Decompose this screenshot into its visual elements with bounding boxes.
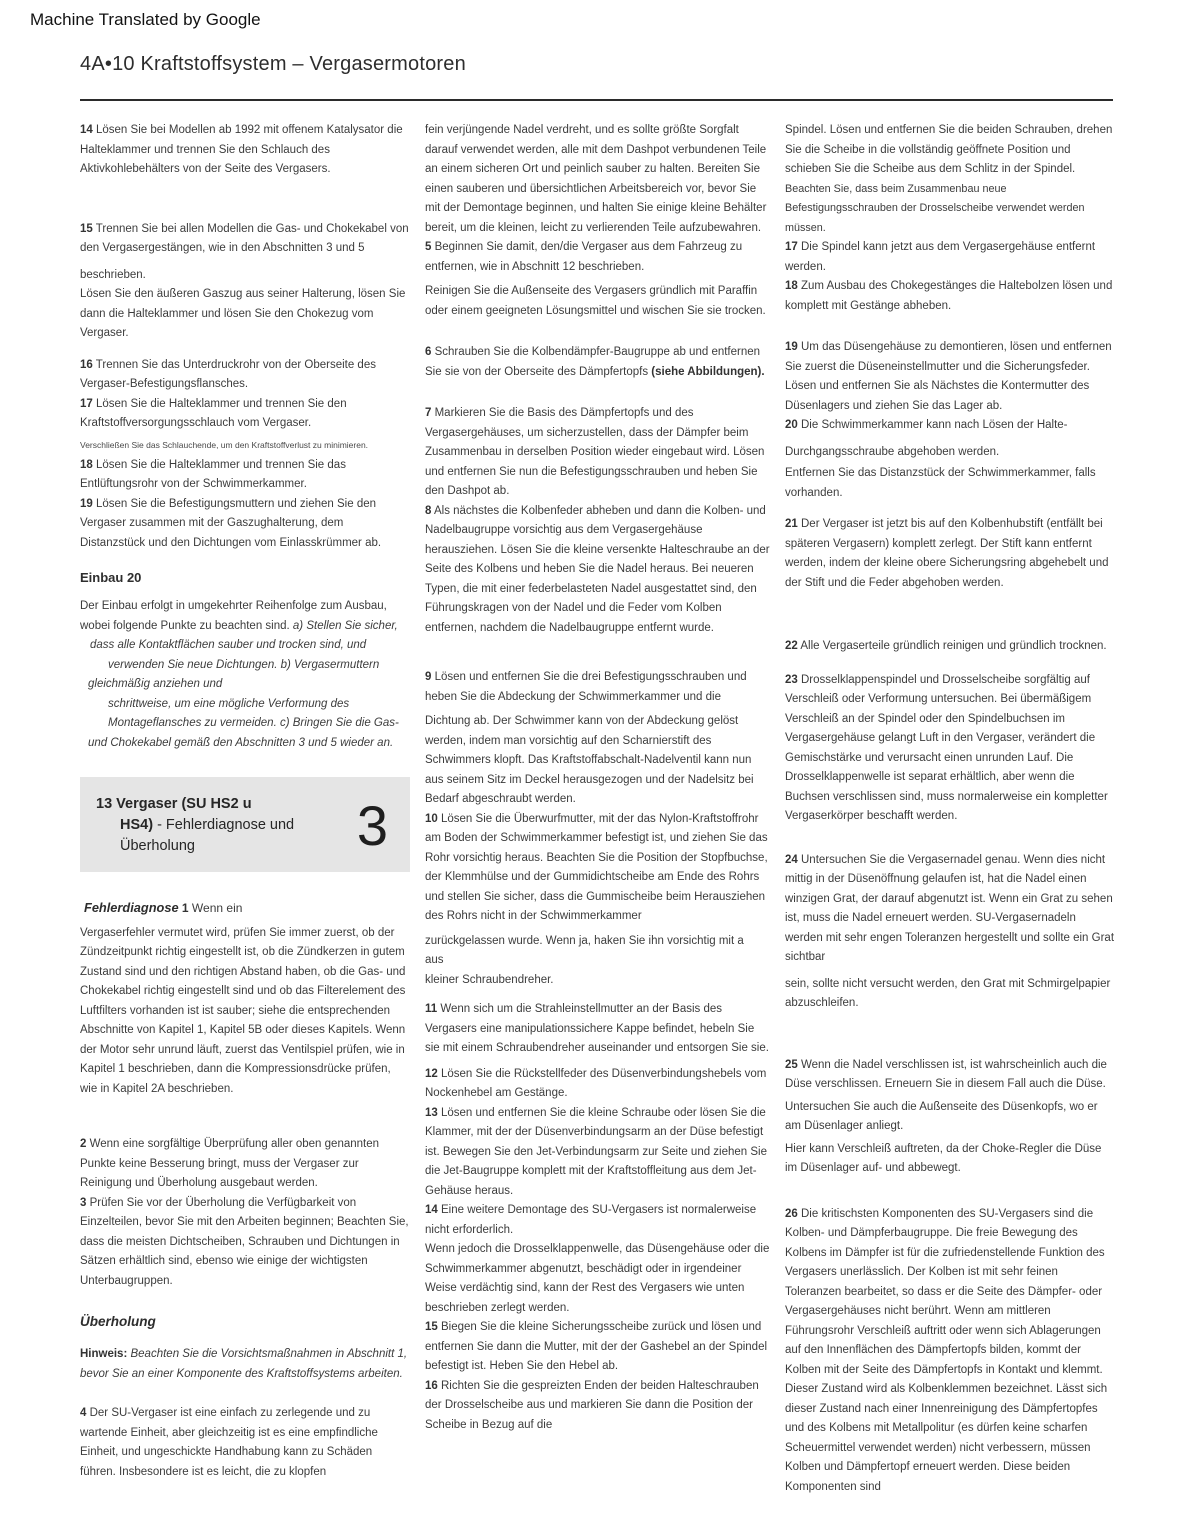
page-title: 4A•10 Kraftstoffsystem – Vergasermotoren xyxy=(80,53,466,75)
paragraph: zurückgelassen wurde. Wenn ja, haken Sie ihn vorsichtig mit a xyxy=(425,934,744,947)
paragraph: Vergaserfehler vermutet wird, prüfen Sie immer zuerst, ob der Zündzeitpunkt richtig eingestellt ist, ob die Zündkerzen in gutem Zustand sind und den richtigen Abstand haben, ob die Gas- und Chokekabel richtig eingestellt sind und ob das Filterelement des Luftfilters vorhanden ist ist sauber; siehe die entsprechenden Abschnitte von Kapitel 1, Kapitel 5B oder dieses Kapitels. Wenn der Motor sehr unrund läuft, zuerst das Ventilspiel prüfen, wie in Kapitel 1 beschrieben, dann die Kompressionsdrücke prüfen, wie in Kapitel 2A beschrieben. xyxy=(80,926,406,1095)
paragraph: gleichmäßig anziehen und xyxy=(88,678,223,690)
paragraph: Lösen Sie den äußeren Gaszug aus seiner Halterung, lösen Sie dann die Halteklammer und lösen Sie den Chokezug vom Vergaser. xyxy=(80,288,406,339)
paragraph: 3 Prüfen Sie vor der Überholung die Verfügbarkeit von Einzelteilen, bevor Sie mit den Arbeiten beginnen; Beachten Sie, dass die meisten Dichtscheiben, Schrauben und Dichtungen in Sätzen erhältlich sind, ebenso wie einige der wichtigsten Unterbaugruppen. xyxy=(80,1196,409,1287)
paragraph: Dichtung ab. Der Schwimmer kann von der Abdeckung gelöst werden, indem man vorsichtig auf den Scharnierstift des Schwimmers klopft. Das Kraftstoffabschalt-Nadelventil kann nun aus seinem Sitz im Deckel herausgezogen und der Nadelsitz bei Bedarf abgeschraubt werden. xyxy=(425,715,754,805)
paragraph: 2 Wenn eine sorgfältige Überprüfung aller oben genannten Punkte keine Besserung bringt, muss der Vergaser zur Reinigung und Überholung ausgebaut werden. xyxy=(80,1138,380,1189)
section-number: 3 xyxy=(356,793,388,857)
text-columns xyxy=(80,121,1115,1497)
paragraph: 16 Richten Sie die gespreizten Enden der beiden Halteschrauben der Drosselscheibe aus und markieren Sie dann die Position der Scheibe in Bezug auf die xyxy=(425,1379,759,1431)
paragraph: 15 Biegen Sie die kleine Sicherungsscheibe zurück und lösen und entfernen Sie dann die Mutter, mit der der Gashebel an der Spindel befestigt ist. Heben Sie den Hebel ab. xyxy=(425,1321,768,1372)
paragraph: 7 Markieren Sie die Basis des Dämpfertopfs und des Vergasergehäuses, um sicherzustellen, dass der Dämpfer beim Zusammenbau in derselben Position wieder eingebaut wird. Lösen und entfernen Sie nun die Befestigungsschrauben und heben Sie den Dashpot ab. xyxy=(425,407,765,497)
paragraph: 6 Schrauben Sie die Kolbendämpfer-Baugruppe ab und entfernen Sie sie von der Oberseite des Dämpfertopfs (siehe Abbildungen). xyxy=(425,346,765,378)
paragraph: 14 Eine weitere Demontage des SU-Vergasers ist normalerweise nicht erforderlich. xyxy=(425,1204,757,1236)
paragraph: 18 Zum Ausbau des Chokegestänges die Haltebolzen lösen und komplett mit Gestänge abheben. xyxy=(785,280,1113,312)
paragraph: 18 Lösen Sie die Halteklammer und trennen Sie das Entlüftungsrohr von der Schwimmerkammer. xyxy=(80,458,346,490)
column-middle xyxy=(425,121,770,1497)
paragraph: fein verjüngende Nadel verdreht, und es sollte größte Sorgfalt darauf verwendet werden, alle mit dem Dashpot verbundenen Teile an einem sicheren Ort und peinlich sauber zu halten. Bereiten Sie einen sauberen und übersichtlichen Arbeitsbereich vor, bevor Sie mit der Demontage beginnen, und halten Sie einige kleine Behälter bereit, um die kleinen, leicht zu verlierenden Teile aufzubewahren. xyxy=(425,124,767,234)
paragraph: 5 Beginnen Sie damit, den/die Vergaser aus dem Fahrzeug zu entfernen, wie in Abschnitt 12 beschrieben. xyxy=(425,241,743,273)
paragraph: dass alle Kontaktflächen sauber und trocken sind, und xyxy=(90,639,367,651)
paragraph: 17 Lösen Sie die Halteklammer und trennen Sie den Kraftstoffversorgungsschlauch vom Vergaser. xyxy=(80,397,347,429)
paragraph: 11 Wenn sich um die Strahleinstellmutter an der Basis des Vergasers eine manipulationssichere Kappe befindet, hebeln Sie sie mit einem Schraubendreher auseinander und entsorgen Sie sie. xyxy=(425,1003,769,1054)
paragraph: 15 Trennen Sie bei allen Modellen die Gas- und Chokekabel von den Vergasergestängen, wie in den Abschnitten 3 und 5 xyxy=(80,222,409,254)
paragraph: Durchgangsschraube abgehoben werden. xyxy=(785,445,1000,458)
paragraph: beschrieben. xyxy=(80,268,146,281)
paragraph: 4 Der SU-Vergaser ist eine einfach zu zerlegende und zu wartende Einheit, aber gleichzeitig ist es eine empfindliche Einheit, und ungeschickte Handhabung kann zu Schäden führen. Insbesondere ist es leicht, die zu klopfen xyxy=(80,1407,378,1478)
column-right xyxy=(785,121,1115,1497)
column-left xyxy=(80,121,410,1497)
paragraph: 9 Lösen und entfernen Sie die drei Befestigungsschrauben und heben Sie die Abdeckung der Schwimmerkammer und die xyxy=(425,671,747,703)
paragraph: sein, sollte nicht versucht werden, den Grat mit Schmirgelpapier abzuschleifen. xyxy=(785,977,1111,1009)
paragraph: Reinigen Sie die Außenseite des Vergasers gründlich mit Paraffin oder einem geeigneten Lösungsmittel und wischen Sie sie trocken. xyxy=(425,285,766,317)
paragraph: Hinweis: Beachten Sie die Vorsichtsmaßnahmen in Abschnitt 1, bevor Sie an einer Komponente des Kraftstoffsystems arbeiten. xyxy=(80,1348,408,1380)
paragraph: Hier kann Verschleiß auftreten, da der Choke-Regler die Düse im Düsenlager auf- und abbewegt. xyxy=(785,1142,1102,1174)
paragraph: 20 Die Schwimmerkammer kann nach Lösen der Halte- xyxy=(785,419,1068,431)
paragraph: 24 Untersuchen Sie die Vergasernadel genau. Wenn dies nicht mittig in der Düsenöffnung gelaufen ist, hat die Nadel einen winzigen Grat, der darauf abgenutzt ist. Wenn ein Grat zu sehen ist, muss die Nadel erneuert werden. SU-Vergasernadeln werden mit sehr engen Toleranzen hergestellt und sollte ein Grat sichtbar xyxy=(785,853,1115,963)
section-heading-box xyxy=(80,777,410,872)
paragraph: Wenn jedoch die Drosselklappenwelle, das Düsengehäuse oder die Schwimmerkammer abgenutzt, beschädigt oder in irgendeiner Weise verdächtig sind, kann der Rest des Vergasers wie unten beschrieben zerlegt werden. xyxy=(425,1243,770,1314)
paragraph: 23 Drosselklappenspindel und Drosselscheibe sorgfältig auf Verschleiß oder Verformung untersuchen. Bei übermäßigem Verschleiß an der Spindel oder den Spindelbuchsen im Vergasergehäuse gelangt Luft in den Vergaser, verändert die Gemischstärke und verursacht einen unrunden Lauf. Die Drosselklappenwelle ist separat erhältlich, aber wenn die Buchsen verschlissen sind, muss normalerweise ein kompletter Vergaserkörper beschafft werden. xyxy=(785,673,1108,822)
paragraph: 25 Wenn die Nadel verschlissen ist, ist wahrscheinlich auch die Düse verschlissen. Erneuern Sie in diesem Fall auch die Düse. xyxy=(785,1058,1107,1090)
paragraph: Fehlerdiagnose 1 Wenn ein xyxy=(84,900,243,915)
paragraph: Untersuchen Sie auch die Außenseite des Düsenkopfs, wo er am Düsenlager anliegt. xyxy=(785,1100,1098,1132)
paragraph: kleiner Schraubendreher. xyxy=(425,973,554,986)
paragraph: Verschließen Sie das Schlauchende, um den Kraftstoffverlust zu minimieren. xyxy=(80,439,369,450)
paragraph: Beachten Sie, dass beim Zusammenbau neue Befestigungsschrauben der Drosselscheibe verwendet werden müssen. xyxy=(785,182,1085,234)
paragraph: 19 Lösen Sie die Befestigungsmuttern und ziehen Sie den Vergaser zusammen mit der Gaszughalterung, dem Distanzstück und den Dichtungen vom Einlasskrümmer ab. xyxy=(80,497,382,549)
paragraph: Überholung xyxy=(80,1314,156,1329)
paragraph: 14 Lösen Sie bei Modellen ab 1992 mit offenem Katalysator die Halteklammer und trennen Sie den Schlauch des Aktivkohlebehälters von der Seite des Vergasers. xyxy=(80,124,403,175)
paragraph: Einbau 20 xyxy=(80,570,142,585)
paragraph: 13 Lösen und entfernen Sie die kleine Schraube oder lösen Sie die Klammer, mit der der Düsenverbindungsarm an der Düse befestigt ist. Bewegen Sie den Jet-Verbindungsarm zur Seite und ziehen Sie die Jet-Baugruppe komplett mit der Kraftstoffleitung aus dem Jet-Gehäuse heraus. xyxy=(425,1106,768,1197)
paragraph: schrittweise, um eine mögliche Verformung des xyxy=(108,697,350,710)
paragraph: Entfernen Sie das Distanzstück der Schwimmerkammer, falls vorhanden. xyxy=(785,467,1096,499)
section-heading-text: 13 Vergaser (SU HS2 u HS4) - Fehlerdiagnose und Überholung xyxy=(96,796,295,854)
paragraph: 26 Die kritischsten Komponenten des SU-Vergasers sind die Kolben- und Dämpferbaugruppe. Die freie Bewegung des Kolbens im Dämpfer ist für die zufriedenstellende Funktion des Vergasers unerlässlich. Der Kolben ist mit sehr feinen Toleranzen bearbeitet, so dass er die Seite des Dämpfer- oder Vergasergehäuses nicht berührt. Wenn am mittleren Führungsrohr Verschleiß auftritt oder wenn sich Ablagerungen auf den Innenflächen des Dämpfertopfs bilden, kommt der Kolben mit der Seite des Dämpfertopfs in Kontakt und klemmt. Dieser Zustand wird als Kolbenklemmen bezeichnet. Lässt sich dieser Zustand nach einer Innenreinigung des Dämpfertopfes und des Kolbens mit Metallpolitur (es dürfen keine scharfen Scheuermittel verwendet werden) nicht verbessern, müssen Kolben und Dämpfertopf erneuert werden. Diese beiden Komponenten sind xyxy=(785,1207,1108,1493)
paragraph: 22 Alle Vergaserteile gründlich reinigen und gründlich trocknen. xyxy=(785,640,1107,652)
paragraph: 16 Trennen Sie das Unterdruckrohr von der Oberseite des Vergaser-Befestigungsflansches. xyxy=(80,358,376,390)
paragraph: wobei folgende Punkte zu beachten sind. a) Stellen Sie sicher, xyxy=(80,619,398,632)
paragraph: 10 Lösen Sie die Überwurfmutter, mit der das Nylon-Kraftstoffrohr am Boden der Schwimmerkammer befestigt ist, und ziehen Sie das Rohr vorsichtig heraus. Beachten Sie die Position der Stopfbuchse, der Klemmhülse und der Gummidichtscheibe am Ende des Rohrs und stellen Sie sicher, dass die Gummischeibe beim Herausziehen des Rohrs nicht in der Schwimmerkammer xyxy=(425,812,768,922)
paragraph: Montageflansches zu vermeiden. c) Bringen Sie die Gas- xyxy=(108,717,399,729)
paragraph: 8 Als nächstes die Kolbenfeder abheben und dann die Kolben- und Nadelbaugruppe vorsichtig aus dem Vergasergehäuse herausziehen. Lösen Sie die kleine versenkte Halteschraube an der Seite des Kolbens und heben Sie die Nadel heraus. Bei neueren Typen, die mit einer federbelasteten Nadel ausgestattet sind, den Führungskragen von der Nadel und die Feder vom Kolben entfernen, nachdem die Nadelbaugruppe entfernt wurde. xyxy=(425,504,770,634)
watermark-text: Machine Translated by Google xyxy=(30,10,261,29)
paragraph: 17 Die Spindel kann jetzt aus dem Vergasergehäuse entfernt werden. xyxy=(785,241,1096,273)
header-divider xyxy=(80,99,1113,101)
paragraph: Der Einbau erfolgt in umgekehrter Reihenfolge zum Ausbau, xyxy=(80,600,387,612)
paragraph: Spindel. Lösen und entfernen Sie die beiden Schrauben, drehen Sie die Scheibe in die vollständig geöffnete Position und schieben Sie die Scheibe aus dem Schlitz in der Spindel. xyxy=(785,124,1113,175)
paragraph: aus xyxy=(425,954,444,966)
paragraph: und Chokekabel gemäß den Abschnitten 3 und 5 wieder an. xyxy=(88,736,394,749)
paragraph: 21 Der Vergaser ist jetzt bis auf den Kolbenhubstift (entfällt bei späteren Vergasern) komplett zerlegt. Der Stift kann entfernt werden, indem der kleine obere Sicherungsring abgehebelt und der Stift und die Feder abgehoben werden. xyxy=(785,518,1109,589)
paragraph: 19 Um das Düsengehäuse zu demontieren, lösen und entfernen Sie zuerst die Düseneinstellmutter und die Sicherungsfeder. Lösen und entfernen Sie als Nächstes die Kontermutter des Düsenlagers und ziehen Sie das Lager ab. xyxy=(785,341,1112,412)
paragraph: verwenden Sie neue Dichtungen. b) Vergasermuttern xyxy=(108,658,380,671)
paragraph: 12 Lösen Sie die Rückstellfeder des Düsenverbindungshebels vom Nockenhebel am Gestänge. xyxy=(425,1067,767,1099)
